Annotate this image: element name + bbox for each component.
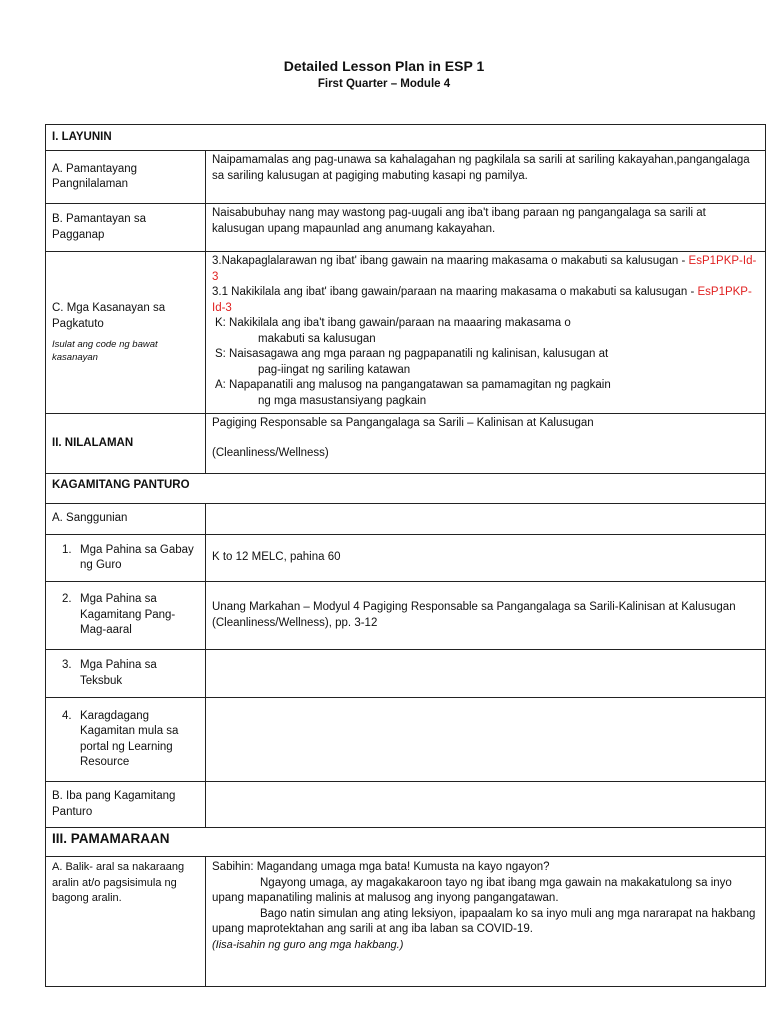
kasanayan-1-text: 3.Nakapaglalarawan ng ibat' ibang gawain na maaring makasama o makabuti sa kalusugan -	[212, 255, 689, 267]
item3-label-cell	[46, 650, 206, 698]
pagganap-label: B. Pamantayan sa Pagganap	[46, 204, 206, 252]
item4-value	[206, 698, 766, 782]
item4-row	[46, 698, 766, 782]
kasanayan-1-code: EsP1PKP-Id-3	[212, 255, 757, 283]
pagganap-text: Naisabubuhay nang may wastong pag-uugali ang iba't ibang paraan ng pangangalaga sa sarili at kalusugan upang mapaunlad ang anumang kakayahan.	[206, 204, 766, 252]
kasanayan-content	[206, 252, 766, 414]
balik-aral-p1: Sabihin: Magandang umaga mga bata! Kumusta na kayo ngayon?	[212, 861, 550, 873]
nilalaman-row	[46, 414, 766, 474]
nilalaman-heading: II. NILALAMAN	[46, 414, 206, 474]
item3-row	[46, 650, 766, 698]
balik-aral-label: A. Balik- aral sa nakaraang aralin at/o pagsisimula ng bagong aralin.	[46, 857, 206, 987]
nilalaman-line2: (Cleanliness/Wellness)	[212, 446, 329, 459]
kasanayan-1	[212, 254, 759, 285]
item2-label-cell	[46, 582, 206, 650]
pamamaraan-heading: III. PAMAMARAAN	[46, 828, 766, 857]
balik-aral-content	[206, 857, 766, 987]
item2-value: Unang Markahan – Modyul 4 Pagiging Responsable sa Pangangalaga sa Sarili-Kalinisan at Kalusugan (Cleanliness/Wellness), pp. 3-12	[206, 582, 766, 650]
item2-label: Mga Pahina sa Kagamitang Pang-Mag-aaral	[80, 593, 176, 637]
kasanayan-row	[46, 252, 766, 414]
balik-aral-row	[46, 857, 766, 987]
pamantayang-text: Naipamamalas ang pag-unawa sa kahalagahan ng pagkilala sa sarili at sariling kakayahan,pangangalaga sa sariling kalusugan at pagiging mabuting kasapi ng pamilya.	[206, 151, 766, 204]
layunin-heading: I. LAYUNIN	[46, 125, 766, 151]
kagamitan-row	[46, 474, 766, 504]
item4-number: 4.	[62, 709, 72, 722]
kasanayan-2-code: EsP1PKP-Id-3	[212, 286, 752, 314]
item4-label-cell	[46, 698, 206, 782]
item2-number: 2.	[62, 593, 72, 606]
k-line2: makabuti sa kalusugan	[258, 332, 376, 345]
kagamitan-heading: KAGAMITANG PANTURO	[46, 474, 766, 504]
item1-value: K to 12 MELC, pahina 60	[206, 535, 766, 582]
item1-row	[46, 535, 766, 582]
kasanayan-note: Isulat ang code ng bawat kasanayan	[52, 339, 158, 363]
item3-value	[206, 650, 766, 698]
s-line1: S: Naisasagawa ang mga paraan ng pagpapanatili ng kalinisan, kalusugan at	[215, 348, 609, 360]
iba-pang-label: B. Iba pang Kagamitang Panturo	[46, 782, 206, 828]
sanggunian-row	[46, 504, 766, 535]
iba-pang-row	[46, 782, 766, 828]
iba-pang-value	[206, 782, 766, 828]
layunin-row	[46, 125, 766, 151]
balik-aral-note: (Iisa-isahin ng guro ang mga hakbang.)	[212, 938, 404, 951]
nilalaman-content	[206, 414, 766, 474]
item2-row	[46, 582, 766, 650]
a-line1: A: Napapanatili ang malusog na pangangatawan sa pamamagitan ng pagkain	[215, 379, 611, 391]
item4-label: Karagdagang Kagamitan mula sa portal ng Learning Resource	[80, 709, 179, 768]
page-title: Detailed Lesson Plan in ESP 1	[283, 58, 485, 74]
kasanayan-2	[212, 285, 759, 316]
s-line2: pag-iingat ng sariling katawan	[258, 363, 411, 376]
pamantayang-label: A. Pamantayang Pangnilalaman	[46, 151, 206, 204]
page-subtitle: First Quarter – Module 4	[317, 78, 451, 90]
kasanayan-label: C. Mga Kasanayan sa Pagkatuto	[52, 302, 166, 330]
item1-label-cell	[46, 535, 206, 582]
pamamaraan-row	[46, 828, 766, 857]
kasanayan-label-cell	[46, 252, 206, 414]
balik-aral-p2: Ngayong umaga, ay magakakaroon tayo ng ibat ibang mga gawain na makakatulong sa inyo upang mapanatiling malinis at malusog ang inyong pangangatawan.	[212, 876, 732, 904]
item1-label: Mga Pahina sa Gabay ng Guro	[80, 543, 194, 571]
sanggunian-value	[206, 504, 766, 535]
item3-number: 3.	[62, 659, 72, 671]
lesson-plan-table	[45, 124, 766, 987]
item1-number: 1.	[62, 543, 72, 556]
a-line2: ng mga masustansiyang pagkain	[258, 394, 427, 407]
nilalaman-line1: Pagiging Responsable sa Pangangalaga sa Sarili – Kalinisan at Kalusugan	[212, 417, 594, 429]
kasanayan-2-text: 3.1 Nakikilala ang ibat' ibang gawain/paraan na maaring makasama o makabuti sa kalusugan -	[212, 286, 698, 298]
item3-label: Mga Pahina sa Teksbuk	[80, 659, 157, 687]
pamantayang-row	[46, 151, 766, 204]
balik-aral-p3: Bago natin simulan ang ating leksiyon, ipapaalam ko sa inyo muli ang mga nararapat na hakbang upang maprotektahan ang sarili at ang iba laban sa COVID-19.	[212, 907, 756, 935]
pagganap-row	[46, 204, 766, 252]
sanggunian-label: A. Sanggunian	[46, 504, 206, 535]
k-line1: K: Nakikilala ang iba't ibang gawain/paraan na maaaring makasama o	[215, 317, 571, 329]
